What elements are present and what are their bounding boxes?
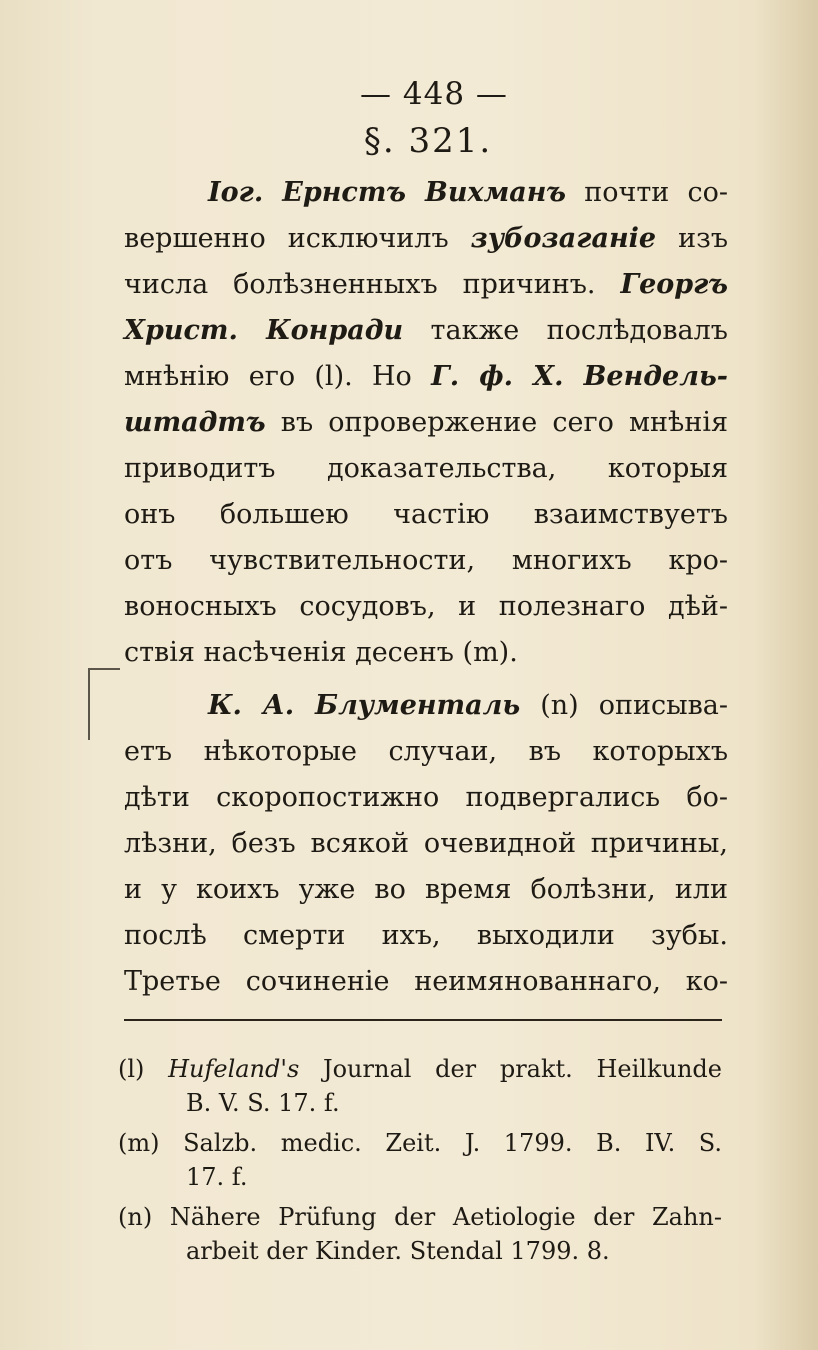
text-line: вершенно исключилъ зубозаганіе изъ [124, 223, 728, 254]
text-line: Христ. Конради также послѣдовалъ [124, 315, 728, 346]
text-line: штадтъ въ опровержение сего мнѣнія [124, 407, 728, 438]
text-line: лѣзни, безъ всякой очевидной причины, [124, 828, 728, 859]
footnote-m: (m) Salzb. medic. Zeit. J. 1799. B. IV. S. [118, 1129, 722, 1157]
page-number: — 448 — [360, 76, 508, 112]
text-line: числа болѣзненныхъ причинъ. Георгъ [124, 269, 728, 300]
margin-bracket-mark [88, 668, 120, 740]
paragraph-gap [124, 676, 728, 683]
footnote-n: (n) Nähere Prüfung der Aetiologie der Zahn- [118, 1203, 722, 1231]
footnote-m-continuation: 17. f. [186, 1163, 248, 1191]
text-line: послѣ смерти ихъ, выходили зубы. [124, 920, 728, 951]
text-line: мнѣнію его (l). Но Г. ф. Х. Вендель- [124, 361, 728, 392]
text-line: Іог. Ернстъ Вихманъ почти со- [208, 177, 728, 208]
footnote-l-continuation: B. V. S. 17. f. [186, 1089, 340, 1117]
text-line: К. А. Блументаль (n) описыва- [208, 690, 728, 721]
text-line: воносныхъ сосудовъ, и полезнаго дѣй- [124, 591, 728, 622]
footnotes [118, 1052, 722, 1268]
text-line: Третье сочиненіе неимянованнаго, ко- [124, 966, 728, 997]
text-line: онъ большею частію взаимствуетъ [124, 499, 728, 530]
section-heading: §. 321. [363, 121, 493, 161]
text-line: етъ нѣкоторые случаи, въ которыхъ [124, 736, 728, 767]
body-text [124, 170, 728, 1005]
footnote-l: (l) Hufeland's Journal der prakt. Heilkunde [118, 1055, 722, 1083]
text-line: отъ чувствительности, многихъ кро- [124, 545, 728, 576]
footnote-n-continuation: arbeit der Kinder. Stendal 1799. 8. [186, 1237, 610, 1265]
text-line: приводитъ доказательства, которыя [124, 453, 728, 484]
text-line: дѣти скоропостижно подвергались бо- [124, 782, 728, 813]
text-line: ствія насѣченія десенъ (m). [124, 637, 518, 668]
footnote-rule [124, 1019, 722, 1021]
text-line: и у коихъ уже во время болѣзни, или [124, 874, 728, 905]
